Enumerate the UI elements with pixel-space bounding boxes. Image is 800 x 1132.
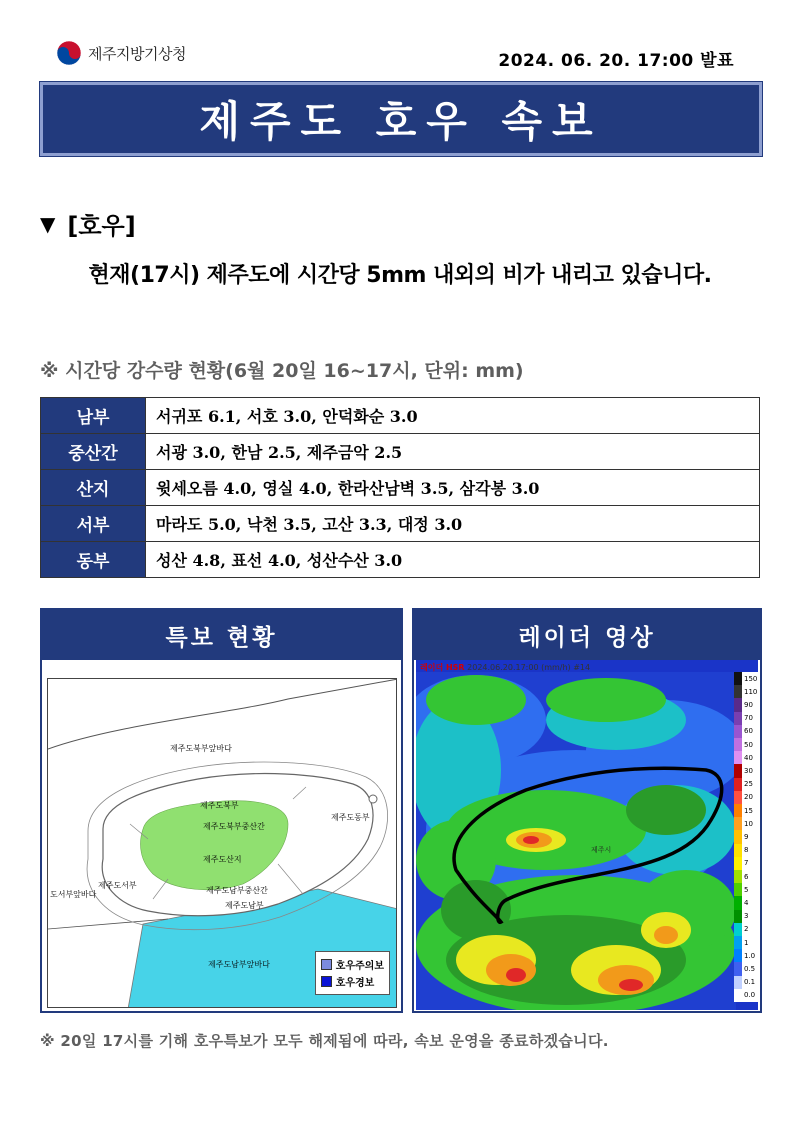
region-cell: 중산간	[41, 434, 146, 470]
region-cell: 서부	[41, 506, 146, 542]
scale-step	[734, 910, 758, 923]
org-name: 제주지방기상청	[88, 44, 186, 63]
region-cell: 산지	[41, 470, 146, 506]
scale-label: 150	[744, 674, 758, 683]
scale-label: 70	[744, 714, 753, 723]
scale-label: 30	[744, 767, 753, 776]
scale-step	[734, 685, 758, 698]
scale-label: 0.0	[744, 991, 756, 1000]
footer-note: ※ 20일 17시를 기해 호우특보가 모두 해제됨에 따라, 속보 운영을 종료하겠습니다.	[40, 1032, 609, 1050]
legend-warning-label: 호우경보	[335, 978, 375, 989]
scale-step	[734, 883, 758, 896]
values-cell: 서광 3.0, 한남 2.5, 제주금악 2.5	[146, 434, 760, 470]
values-cell: 성산 4.8, 표선 4.0, 성산수산 3.0	[146, 542, 760, 578]
scale-color-chip	[734, 791, 742, 804]
scale-color-chip	[734, 764, 742, 777]
warning-status-panel	[40, 608, 403, 1013]
label-south-sea: 제주도남부앞바다	[208, 960, 270, 969]
warning-swatch	[321, 976, 332, 987]
scale-step	[734, 778, 758, 791]
radar-image-panel	[412, 608, 762, 1013]
scale-step	[734, 949, 758, 962]
radar-image	[416, 660, 758, 1010]
scale-label: 0.1	[744, 978, 756, 987]
scale-step	[734, 817, 758, 830]
scale-step	[734, 896, 758, 909]
radar-caption	[420, 662, 590, 673]
table-row	[41, 434, 760, 470]
scale-label: 4	[744, 899, 749, 908]
scale-color-chip	[734, 712, 742, 725]
scale-color-chip	[734, 949, 742, 962]
scale-color-chip	[734, 751, 742, 764]
scale-label: 110	[744, 687, 758, 696]
advisory-swatch	[321, 959, 332, 970]
warning-legend	[315, 951, 390, 995]
scale-step	[734, 764, 758, 777]
legend-item-warning	[321, 974, 384, 989]
scale-label: 50	[744, 740, 753, 749]
label-mountain: 제주도산지	[203, 855, 242, 864]
scale-label: 2	[744, 925, 749, 934]
label-west: 제주도서부	[98, 881, 137, 890]
scale-step	[734, 857, 758, 870]
scale-color-chip	[734, 804, 742, 817]
table-row	[41, 398, 760, 434]
rain-note: ※ 시간당 강수량 현황(6월 20일 16~17시, 단위: mm)	[40, 360, 524, 382]
rainfall-table	[40, 397, 760, 578]
scale-color-chip	[734, 685, 742, 698]
scale-color-chip	[734, 896, 742, 909]
scale-color-chip	[734, 844, 742, 857]
radar-timestamp: 2024.06.20.17:00 (mm/h) #14	[467, 663, 591, 672]
scale-color-chip	[734, 883, 742, 896]
radar-panel-title: 레이더 영상	[414, 610, 760, 660]
scale-label: 1.0	[744, 951, 756, 960]
values-cell: 서귀포 6.1, 서호 3.0, 안덕화순 3.0	[146, 398, 760, 434]
scale-label: 25	[744, 780, 753, 789]
table-row	[41, 542, 760, 578]
label-north-far-sea: 제주도북부앞바다	[170, 744, 232, 753]
legend-item-advisory	[321, 957, 384, 972]
scale-step	[734, 989, 758, 1002]
scale-color-chip	[734, 870, 742, 883]
table-row	[41, 506, 760, 542]
jeju-warning-map	[47, 678, 397, 1008]
scale-label: 10	[744, 819, 753, 828]
scale-color-chip	[734, 778, 742, 791]
warning-panel-title: 특보 현황	[42, 610, 401, 660]
label-south-mid: 제주도남부중산간	[206, 886, 268, 895]
scale-step	[734, 830, 758, 843]
scale-color-chip	[734, 817, 742, 830]
scale-color-chip	[734, 830, 742, 843]
scale-color-chip	[734, 698, 742, 711]
label-west-sea: 도서부앞바다	[50, 890, 97, 899]
scale-step	[734, 844, 758, 857]
scale-step	[734, 672, 758, 685]
radar-city-label: 제주시	[591, 846, 612, 854]
scale-color-chip	[734, 738, 742, 751]
scale-label: 0.5	[744, 965, 756, 974]
label-east: 제주도동부	[331, 813, 370, 822]
issued-time: 2024. 06. 20. 17:00 발표	[498, 51, 734, 71]
kma-logo	[56, 40, 186, 66]
radar-brand: 레이더 HSR	[420, 663, 465, 672]
label-north-mid: 제주도북부중산간	[203, 822, 265, 831]
scale-color-chip	[734, 962, 742, 975]
scale-color-chip	[734, 989, 742, 1002]
section-header	[40, 206, 136, 241]
scale-step	[734, 936, 758, 949]
scale-label: 20	[744, 793, 753, 802]
udo-island	[369, 795, 377, 803]
lead-sentence: 현재(17시) 제주도에 시간당 5mm 내외의 비가 내리고 있습니다.	[88, 263, 712, 288]
scale-color-chip	[734, 672, 742, 685]
scale-step	[734, 698, 758, 711]
scale-step	[734, 738, 758, 751]
scale-label: 90	[744, 701, 753, 709]
scale-label: 7	[744, 859, 749, 868]
scale-label: 8	[744, 846, 749, 855]
scale-label: 1	[744, 938, 749, 947]
scale-label: 15	[744, 806, 753, 815]
scale-step	[734, 870, 758, 883]
scale-step	[734, 725, 758, 738]
scale-color-chip	[734, 936, 742, 949]
scale-label: 40	[744, 753, 753, 762]
scale-color-chip	[734, 910, 742, 923]
scale-color-chip	[734, 725, 742, 738]
region-cell: 남부	[41, 398, 146, 434]
page-title: 제주도 호우 속보	[199, 97, 603, 146]
scale-step	[734, 804, 758, 817]
scale-step	[734, 712, 758, 725]
scale-label: 60	[744, 727, 753, 736]
scale-label: 5	[744, 885, 749, 894]
table-row	[41, 470, 760, 506]
scale-step	[734, 751, 758, 764]
region-cell: 동부	[41, 542, 146, 578]
scale-step	[734, 791, 758, 804]
title-banner	[40, 82, 762, 156]
section-label: [호우]	[67, 212, 136, 240]
triangle-down-icon: ▼	[40, 211, 56, 236]
label-north: 제주도북부	[200, 801, 239, 810]
scale-color-chip	[734, 923, 742, 936]
taegeuk-icon	[56, 40, 82, 66]
scale-step	[734, 923, 758, 936]
scale-color-chip	[734, 976, 742, 989]
scale-label: 3	[744, 912, 749, 921]
values-cell: 윗세오름 4.0, 영실 4.0, 한라산남벽 3.5, 삼각봉 3.0	[146, 470, 760, 506]
scale-step	[734, 976, 758, 989]
scale-step	[734, 962, 758, 975]
radar-echo-svg	[416, 660, 736, 1010]
label-south: 제주도남부	[225, 901, 264, 910]
radar-color-scale	[734, 672, 758, 1002]
values-cell: 마라도 5.0, 낙천 3.5, 고산 3.3, 대정 3.0	[146, 506, 760, 542]
legend-advisory-label: 호우주의보	[335, 961, 384, 972]
scale-label: 9	[744, 833, 749, 842]
scale-color-chip	[734, 857, 742, 870]
scale-label: 6	[744, 872, 749, 881]
